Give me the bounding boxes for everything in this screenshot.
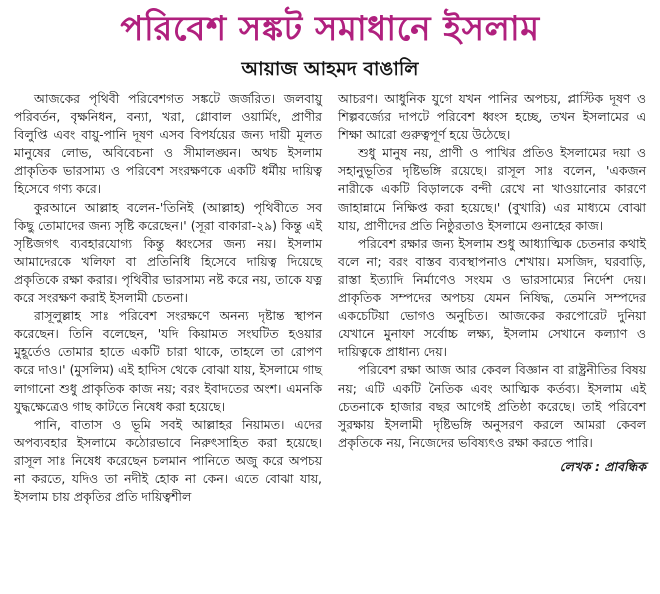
paragraph: শুধু মানুষ নয়, প্রাণী ও পাখির প্রতিও ইসলামের দয়া ও সহানুভূতির দৃষ্টিভঙ্গি রয়েছে। রাসূল সাঃ বলেন, 'একজন নারীকে একটি বিড়ালকে বন্দী রেখে না খাওয়ানোর কারণে জাহান্নামে নিক্ষিপ্ত করা হয়েছে।' (বুখারি) এর মাধ্যমে বোঝা যায়, প্রাণীদের প্রতি নিষ্ঠুরতাও ইসলামে গুনাহের কাজ।: [338, 145, 646, 233]
paragraph: আজকের পৃথিবী পরিবেশগত সঙ্কটে জর্জরিত। জলবায়ু পরিবর্তন, বৃক্ষনিধন, বন্যা, খরা, গ্লোবাল ওয়ার্মিং, প্রাণীর বিলুপ্তি এবং বায়ু-পানি দূষণ এসব বিপর্যয়ের জন্য দায়ী মূলত মানুষের লোভ, অবিবেচনা ও সীমালঙ্ঘন। অথচ ইসলাম প্রাকৃতিক ভারসাম্য ও পরিবেশ সংরক্ষণকে একটি ধর্মীয় দায়িত্ব হিসেবে গণ্য করে।: [14, 91, 322, 197]
paragraph: আচরণ। আধুনিক যুগে যখন পানির অপচয়, প্লাস্টিক দূষণ ও শিল্পবর্জ্যের দাপটে পরিবেশ ধ্বংস হচ্ছে, তখন ইসলামের এ শিক্ষা আরো গুরুত্বপূর্ণ হয়ে উঠেছে।: [338, 91, 646, 143]
paragraph: কুরআনে আল্লাহ বলেন-'তিনিই (আল্লাহ) পৃথিবীতে সব কিছু তোমাদের জন্য সৃষ্টি করেছেন।' (সূরা বাকারা-২৯) কিন্তু এই সৃষ্টিজগৎ ব্যবহারযোগ্য কিন্তু ধ্বংসের জন্য নয়। ইসলাম আমাদেরকে খলিফা বা প্রতিনিধি হিসেবে দায়িত্ব দিয়েছে প্রকৃতিকে রক্ষা করার। পৃথিবীর ভারসাম্য নষ্ট করে নয়, তাকে যত্ন করে সংরক্ষণ করাই ইসলামী চেতনা।: [14, 199, 322, 306]
article-headline: পরিবেশ সঙ্কট সমাধানে ইসলাম: [120, 9, 540, 49]
author-byline: আয়াজ আহমদ বাঙালি: [241, 58, 419, 80]
left-column: [14, 90, 322, 506]
author-note: লেখক : প্রাবন্ধিক: [559, 458, 646, 474]
right-column: [338, 90, 646, 506]
paragraph: রাসূলুল্লাহ সাঃ পরিবেশ সংরক্ষণে অনন্য দৃষ্টান্ত স্থাপন করেছেন। তিনি বলেছেন, 'যদি কিয়ামত সংঘটিত হওয়ার মুহূর্তেও তোমার হাতে একটি চারা থাকে, তাহলে তা রোপণ করে দাও।' (মুসলিম) এই হাদিস থেকে বোঝা যায়, ইসলামে গাছ লাগানো শুধু প্রাকৃতিক কাজ নয়; বরং ইবাদতের অংশ। এমনকি যুদ্ধক্ষেত্রেও গাছ কাটতে নিষেধ করা হয়েছে।: [14, 308, 322, 414]
paragraph: পানি, বাতাস ও ভূমি সবই আল্লাহর নিয়ামত। এদের অপব্যবহার ইসলামে কঠোরভাবে নিরুৎসাহিত করা হয়েছে। রাসূল সাঃ নিষেধ করেছেন চলমান পানিতে অজু করে অপচয় না করতে, যদিও তা নদীই হোক না কেন। এতে বোঝা যায়, ইসলাম চায় প্রকৃতির প্রতি দায়িত্বশীল: [14, 416, 322, 505]
paragraph: পরিবেশ রক্ষা আজ আর কেবল বিজ্ঞান বা রাষ্ট্রনীতির বিষয় নয়; এটি একটি নৈতিক এবং আত্মিক কর্তব্য। ইসলাম এই চেতনাকে হাজার বছর আগেই প্রতিষ্ঠা করেছে। তাই পরিবেশ সুরক্ষায় ইসলামী দৃষ্টিভঙ্গি অনুসরণ করলে আমরা কেবল প্রকৃতিকে নয়, নিজেদের ভবিষ্যৎও রক্ষা করতে পারি।: [338, 362, 646, 450]
article-body: [14, 90, 646, 506]
paragraph: পরিবেশ রক্ষার জন্য ইসলাম শুধু আধ্যাত্মিক চেতনার কথাই বলে না; বরং বাস্তব ব্যবস্থাপনাও শেখায়। মসজিদ, ঘরবাড়ি, রাস্তা ইত্যাদি নির্মাণেও সংযম ও ভারসাম্যের নির্দেশ দেয়। প্রাকৃতিক সম্পদের অপচয় যেমন নিষিদ্ধ, তেমনি সম্পদের একচেটিয়া ভোগও অনুচিত। আজকের করপোরেট দুনিয়া যেখানে মুনাফা সর্বোচ্চ লক্ষ্য, ইসলাম সেখানে কল্যাণ ও দায়িত্বকে প্রাধান্য দেয়।: [338, 235, 646, 360]
